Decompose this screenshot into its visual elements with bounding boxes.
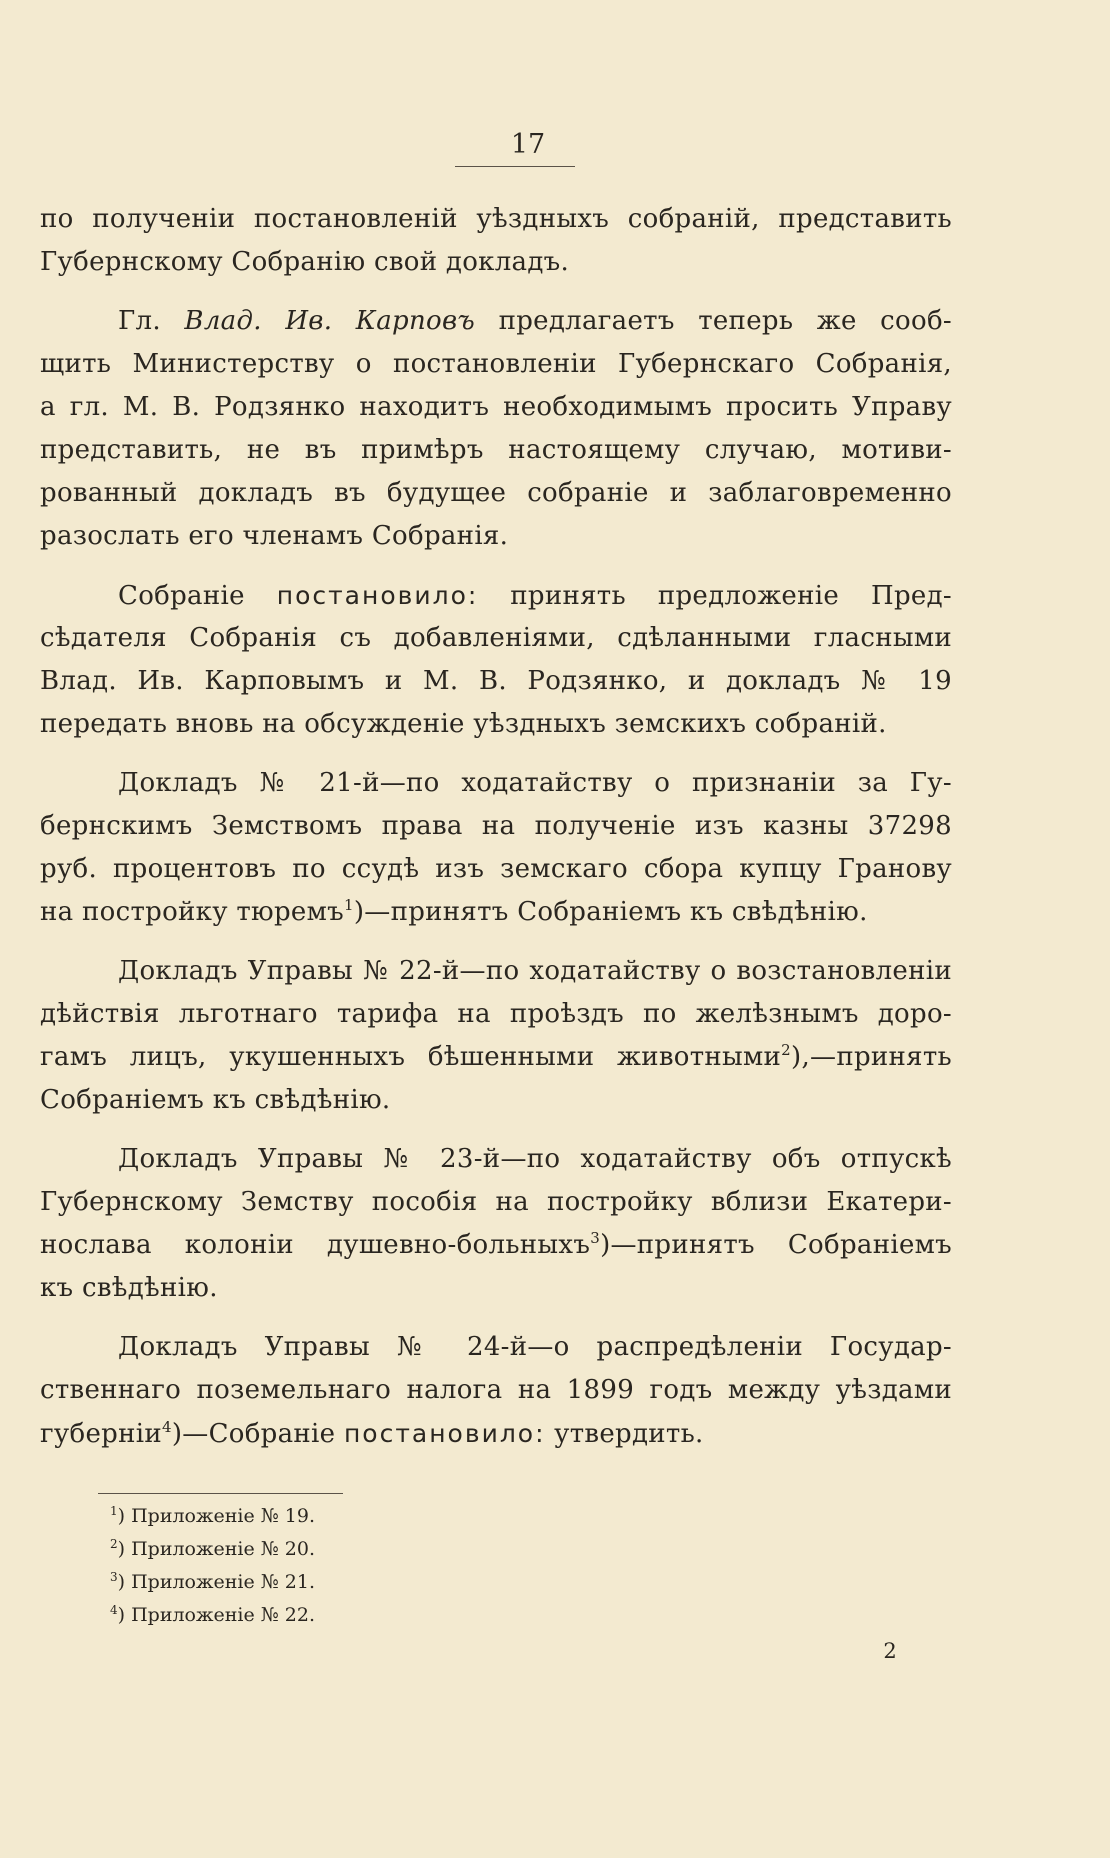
paragraph-4 bbox=[40, 762, 952, 934]
text-line bbox=[40, 891, 952, 934]
speaker-name: Влад. Ив. Карповъ bbox=[184, 306, 476, 336]
text-line: щить Министерству о постановленіи Губернскаго Собранія, bbox=[40, 349, 952, 379]
text-line: Влад. Ив. Карповымъ и М. В. Родзянко, и докладъ № 19 bbox=[40, 666, 952, 696]
paragraph-5 bbox=[40, 950, 952, 1122]
paragraph-6 bbox=[40, 1138, 952, 1310]
text-line: бернскимъ Земствомъ права на полученіе изъ казны 37298 bbox=[40, 811, 952, 841]
footnote-ref: 1 bbox=[343, 896, 354, 914]
text-line: Губернскому Земству пособія на постройку вблизи Екатери- bbox=[40, 1187, 952, 1217]
text-line: Собраніемъ къ свѣдѣнію. bbox=[40, 1085, 391, 1115]
footnote-mark: 2 bbox=[110, 1537, 118, 1551]
text-line: къ свѣдѣнію. bbox=[40, 1273, 218, 1303]
resolution-word: постановило: bbox=[343, 1419, 546, 1448]
footnote-rule bbox=[98, 1493, 343, 1494]
text-line: Докладъ Управы № 24-й—о распредѣленіи Государ- bbox=[118, 1332, 952, 1362]
text-line bbox=[40, 574, 952, 617]
footnote-mark: 4 bbox=[110, 1603, 118, 1617]
resolution-word: постановило: bbox=[276, 581, 479, 610]
footnote bbox=[110, 1599, 510, 1632]
footnote bbox=[110, 1500, 510, 1533]
footnote-text: ) Приложеніе № 19. bbox=[117, 1505, 315, 1527]
paragraph-7 bbox=[40, 1326, 952, 1455]
page-number-rule bbox=[455, 166, 575, 167]
text-line: Докладъ № 21-й—по ходатайству о признаніи за Гу- bbox=[118, 768, 952, 798]
text-line: разослать его членамъ Собранія. bbox=[40, 521, 509, 551]
footnote bbox=[110, 1566, 510, 1599]
text-fragment: губерніи bbox=[40, 1419, 162, 1449]
text-fragment: )—Собраніе bbox=[171, 1419, 336, 1449]
text-line: Докладъ Управы № 23-й—по ходатайству объ отпускѣ bbox=[118, 1144, 952, 1174]
paragraph-1 bbox=[40, 198, 952, 284]
text-fragment: утвердить. bbox=[554, 1419, 704, 1449]
text-line bbox=[40, 1412, 952, 1455]
text-line: а гл. М. В. Родзянко находитъ необходимымъ просить Управу bbox=[40, 392, 952, 422]
text-fragment: гамъ лицъ, укушенныхъ бѣшенными животными bbox=[40, 1042, 782, 1072]
text-line: сѣдателя Собранія съ добавленіями, сдѣланными гласными bbox=[40, 623, 952, 653]
footnote-ref: 4 bbox=[161, 1418, 172, 1436]
footnote-text: ) Приложеніе № 21. bbox=[117, 1571, 315, 1593]
text-fragment: ),—принять bbox=[791, 1042, 952, 1072]
text-fragment: Собраніе bbox=[118, 581, 245, 611]
footnote bbox=[110, 1533, 510, 1566]
paragraph-3 bbox=[40, 574, 952, 746]
text-line bbox=[40, 300, 952, 343]
footnote-mark: 1 bbox=[110, 1504, 118, 1518]
text-fragment: Гл. bbox=[118, 306, 161, 336]
text-line bbox=[40, 1036, 952, 1079]
text-line: Губернскому Собранію свой докладъ. bbox=[40, 247, 570, 277]
text-line: рованный докладъ въ будущее собраніе и заблаговременно bbox=[40, 478, 952, 508]
footnote-text: ) Приложеніе № 20. bbox=[117, 1538, 315, 1560]
text-line: дѣйствія льготнаго тарифа на проѣздъ по желѣзнымъ доро- bbox=[40, 999, 952, 1029]
text-line: представить, не въ примѣръ настоящему случаю, мотиви- bbox=[40, 435, 952, 465]
body-text bbox=[40, 198, 952, 1455]
text-fragment: предлагаетъ теперь же сооб- bbox=[498, 306, 952, 336]
footnote-ref: 3 bbox=[590, 1229, 601, 1247]
text-line: ственнаго поземельнаго налога на 1899 годъ между уѣздами bbox=[40, 1375, 952, 1405]
text-line: руб. процентовъ по ссудѣ изъ земскаго сбора купцу Гранову bbox=[40, 854, 952, 884]
text-fragment: нослава колоніи душевно-больныхъ bbox=[40, 1230, 591, 1260]
text-fragment: )—принятъ Собраніемъ bbox=[600, 1230, 952, 1260]
text-line: по полученіи постановленій уѣздныхъ собраній, представить bbox=[40, 204, 952, 234]
footnotes bbox=[110, 1500, 510, 1632]
text-fragment: на постройку тюремъ bbox=[40, 897, 344, 927]
footnote-mark: 3 bbox=[110, 1570, 118, 1584]
page-number: 17 bbox=[510, 129, 546, 160]
footnote-text: ) Приложеніе № 22. bbox=[117, 1604, 315, 1626]
paragraph-2 bbox=[40, 300, 952, 558]
text-line: передать вновь на обсужденіе уѣздныхъ земскихъ собраній. bbox=[40, 709, 887, 739]
text-fragment: )—принятъ Собраніемъ къ свѣдѣнію. bbox=[353, 897, 868, 927]
text-line bbox=[40, 1224, 952, 1267]
footnote-ref: 2 bbox=[781, 1041, 792, 1059]
text-fragment: принять предложеніе Пред- bbox=[510, 581, 952, 611]
text-line: Докладъ Управы № 22-й—по ходатайству о возстановленіи bbox=[118, 956, 952, 986]
signature-mark: 2 bbox=[883, 1639, 897, 1663]
